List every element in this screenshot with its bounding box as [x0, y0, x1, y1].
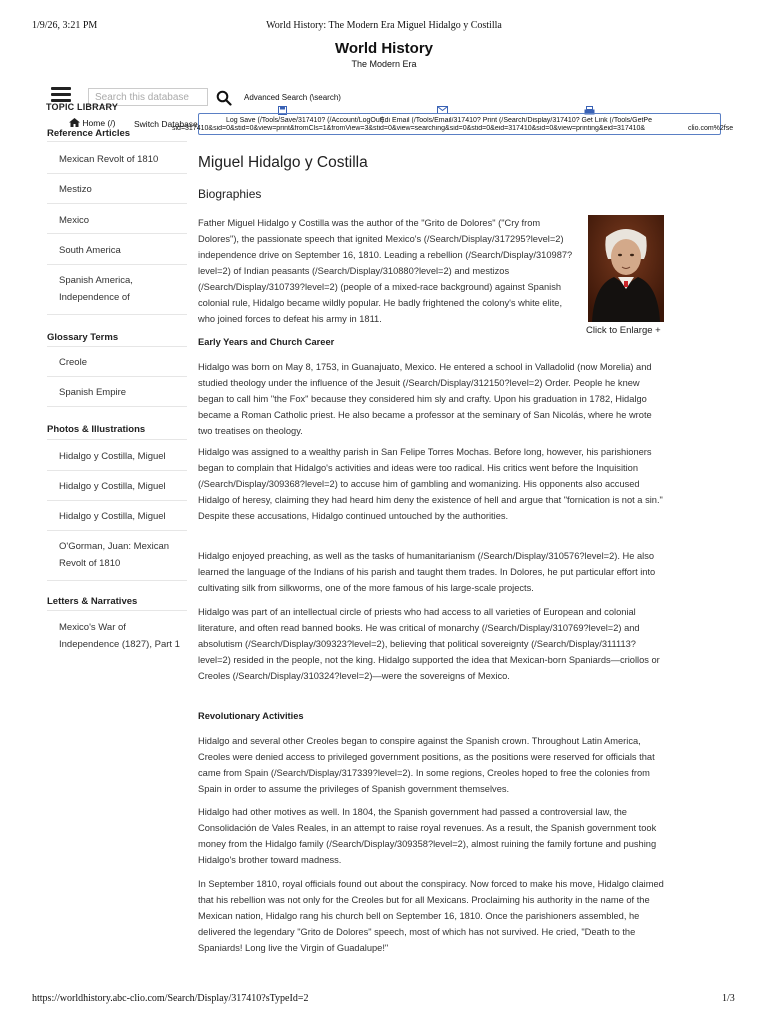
divider [47, 203, 187, 204]
search-input[interactable]: Search this database [88, 88, 208, 106]
sidebar-item-war-of-independence[interactable]: Mexico's War of Independence (1827), Part 1 [59, 622, 180, 650]
paragraph: Hidalgo had other motives as well. In 1804, the Spanish government had passed a controversial law, the Consolidación de Vales Reales, in an attempt to raise royal revenues. As a result, the Spanish government took money from the Hidalgo family (/Search/Display/309358?level=2), almost ruining the family fortune and pushing Hidalgo's brother toward madness. [198, 807, 657, 865]
divider [47, 406, 187, 407]
print-url: https://worldhistory.abc-clio.com/Search/Display/317410?sTypeId=2 [32, 993, 309, 1004]
topic-library-label[interactable]: TOPIC LIBRARY [46, 102, 119, 112]
article-title: Miguel Hidalgo y Costilla [198, 154, 368, 171]
print-page-number: 1/3 [722, 993, 735, 1004]
site-subtitle: The Modern Era [351, 59, 417, 69]
tools-links[interactable]: Edi Email (/Tools/Email/317410? Print (/Search/Display/317410? Get Link (/Tools/GetPe [380, 117, 652, 124]
home-icon [69, 118, 80, 127]
sidebar-item-spanish-america[interactable]: Spanish America, Independence of [59, 275, 133, 303]
divider [47, 141, 187, 142]
divider [47, 376, 187, 377]
paragraph: Hidalgo and several other Creoles began to conspire against the Spanish crown. Throughout Latin America, Creoles were denied access to privileged government positions, as the positions were reserved for officials that came from Spain (/Search/Display/317339?level=2). In some regions, Creoles hoped to free the colonies from Spain in order to assume the privileges of Spanish government themselves. [198, 736, 655, 794]
divider [47, 233, 187, 234]
heading-revolutionary: Revolutionary Activities [198, 711, 304, 721]
divider [47, 610, 187, 611]
divider [47, 314, 187, 315]
sidebar-item-mestizo[interactable]: Mestizo [59, 184, 92, 195]
divider [47, 470, 187, 471]
paragraph: Hidalgo enjoyed preaching, as well as the tasks of humanitarianism (/Search/Display/310576?level=2). He also learned the language of the Indians of his parish and taught them trades. In Dolores, he put particular effort into cultivating silk from silkworms, one of the more famous of his large-scale projects. [198, 551, 656, 593]
paragraph: Hidalgo was born on May 8, 1753, in Guanajuato, Mexico. He entered a school in Valladolid (now Morelia) and studied theology under the influence of the Jesuit (/Search/Display/312150?level=2) Order. People he knew began to call him "the Fox" because they considered him sly and crafty. Upon his graduation in 1782, Hidalgo became a Roman Catholic priest. He also became a professor at the seminary of San Nicolás, where he wrote two treatises on theology. [198, 362, 652, 436]
print-datetime: 1/9/26, 3:21 PM [32, 20, 98, 31]
enlarge-link[interactable]: Click to Enlarge + [586, 325, 661, 336]
divider [47, 173, 187, 174]
switch-database-link[interactable]: Switch Database [134, 119, 198, 129]
search-icon [216, 90, 232, 106]
advanced-search-link[interactable]: Advanced Search (\search) [244, 93, 341, 102]
heading-early-years: Early Years and Church Career [198, 337, 335, 347]
sidebar-item-creole[interactable]: Creole [59, 357, 87, 368]
paragraph: Hidalgo was part of an intellectual circle of priests who had access to all varieties of European and colonial literature, and often read banned books. He was critical of monarchy (/Search/Display/310769?level=2) and absolutism (/Search/Display/309323?level=2), believing that political sovereignty (/Search/Display/311113?level=2) resided in the people, not the king. Hidalgo supported the idea that Mexican-born Spaniards—criollos or Creoles (/Search/Display/310324?level=2)—were the sovereigns of Mexico. [198, 607, 660, 681]
tools-url-overlap: sid=317410&sid=0&stid=0&view=print&fromCls=1&fromView=3&stid=0&view=searching&sid=0&stid=0&eid=317410&sid=0&view=printing&eid=317410& [172, 125, 646, 132]
divider [47, 530, 187, 531]
site-title[interactable]: World History [334, 40, 434, 57]
print-doc-title: World History: The Modern Era Miguel Hidalgo y Costilla [266, 20, 502, 31]
reference-articles-heading: Reference Articles [47, 128, 131, 139]
sidebar-item-mexican-revolt[interactable]: Mexican Revolt of 1810 [59, 154, 159, 165]
photos-heading: Photos & Illustrations [47, 424, 146, 435]
home-label: Home (/) [82, 118, 116, 128]
sidebar-item-south-america[interactable]: South America [59, 245, 121, 256]
divider [47, 580, 187, 581]
sidebar-item-ogorman[interactable]: O'Gorman, Juan: Mexican Revolt of 1810 [59, 541, 170, 569]
letters-heading: Letters & Narratives [47, 596, 138, 607]
save-link[interactable]: Log Save (/Tools/Save/317410? (/Account/LogOut) [226, 117, 384, 124]
paragraph: In September 1810, royal officials found out about the conspiracy. Now forced to make his move, Hidalgo claimed that his rebellion was not only for the Creoles but for all Mexicans. Proclaiming his authority in the name of the Mexican nation, Hidalgo rang his church bell on September 16, 1810. Once the parishioners assembled, he delivered the legendary "Grito de Dolores" speech, most of which has not survived. He cried, "Death to the Spaniards! Long live the Virgin of Guadalupe!" [198, 879, 664, 953]
sidebar-item-photo[interactable]: Hidalgo y Costilla, Miguel [59, 451, 166, 462]
divider [47, 346, 187, 347]
section-title: Biographies [198, 187, 262, 201]
tools-url-tail: clio.com%2fse [688, 125, 734, 132]
sidebar-item-photo[interactable]: Hidalgo y Costilla, Miguel [59, 481, 166, 492]
divider [47, 439, 187, 440]
home-link[interactable] [69, 118, 115, 128]
sidebar-item-mexico[interactable]: Mexico [59, 215, 90, 226]
portrait-illustration [588, 215, 664, 322]
sidebar-item-photo[interactable]: Hidalgo y Costilla, Miguel [59, 511, 166, 522]
divider [47, 500, 187, 501]
portrait-image[interactable] [588, 215, 664, 322]
glossary-heading: Glossary Terms [47, 332, 119, 343]
search-button[interactable] [213, 88, 235, 108]
divider [47, 264, 187, 265]
paragraph: Hidalgo was assigned to a wealthy parish in San Felipe Torres Mochas. Before long, however, his parishioners began to complain that Hidalgo's activities and ideas were too radical. His critics went before the Inquisition (/Search/Display/309368?level=2) to accuse him of gambling and womanizing. His opponents also accused Hidalgo of heresy, claiming they had heard him deny the existence of hell and argue that "fornication is not a sin." Despite these accusations, Hidalgo continued untouched by the authorities. [198, 447, 663, 521]
intro-paragraph: Father Miguel Hidalgo y Costilla was the author of the "Grito de Dolores" ("Cry from Dolores"), the passionate speech that ignited Mexico's (/Search/Display/317295?level=2) independence drive on September 16, 1810. Leading a rebellion (/Search/Display/310987?level=2) of Indian peasants (/Search/Display/310880?level=2) and mestizos (/Search/Display/310739?level=2) (people of a mixed-race background) against Spanish colonial rule, Hidalgo became wildly popular. He badly frightened the colony's white elite, who joined forces to defeat his army in 1811. [198, 218, 573, 324]
sidebar-item-spanish-empire[interactable]: Spanish Empire [59, 387, 127, 398]
